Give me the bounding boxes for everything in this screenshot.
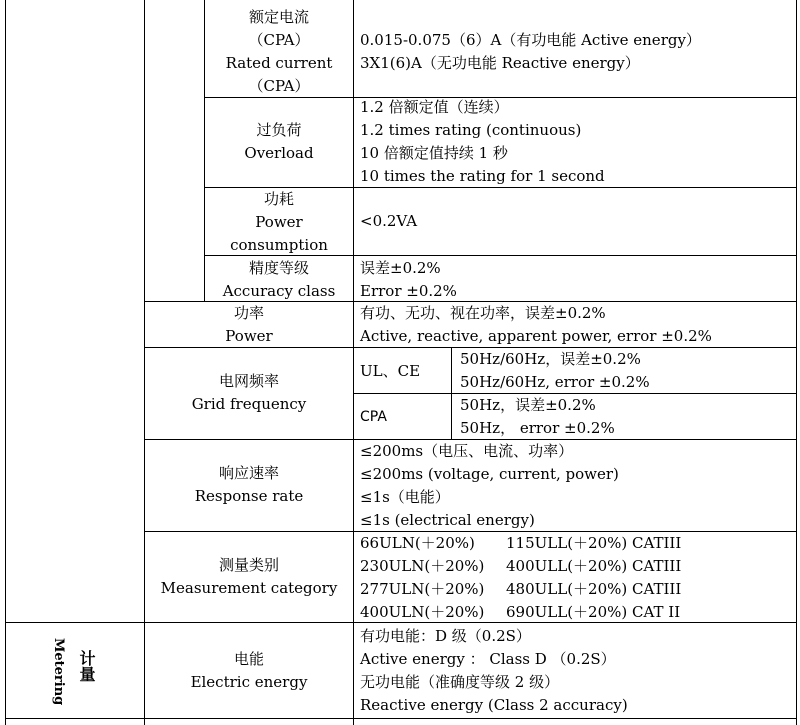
power-label: 功率 Power — [225, 304, 273, 345]
electric-energy-value: 有功电能：D 级（0.2S） Active energy ： Class D （0.2S） 无功电能（准确度等级 2 级） Reactive energy (Class 2 accuracy) — [360, 627, 628, 714]
measurement-category-col-uln: 66ULN(＋20%) 230ULN(＋20%) 277ULN(＋20%) 400ULN(＋20%) — [360, 534, 485, 621]
grid-frequency-value-ul: 50Hz/60Hz，误差±0.2% 50Hz/60Hz, error ±0.2% — [460, 350, 650, 391]
accuracy-class-label: 精度等级 Accuracy class — [222, 259, 336, 300]
table-border-left — [5, 0, 6, 725]
col-divider-1 — [144, 0, 145, 725]
measurement-category-col-ull: 115ULL(＋20%) CATIII 400ULL(＋20%) CATIII 480ULL(＋20%) CATIII 690ULL(＋20%) CAT II — [506, 534, 682, 621]
electric-energy-label: 电能 Electric energy — [190, 650, 308, 691]
response-rate-value: ≤200ms（电压、电流、功率） ≤200ms (voltage, current, power) ≤1s（电能） ≤1s (electrical energy) — [360, 442, 619, 529]
rated-current-label: 额定电流 （CPA） Rated current （CPA） — [225, 8, 333, 95]
overload-value: 1.2 倍额定值（连续） 1.2 times rating (continuous) 10 倍额定值持续 1 秒 10 times the rating for 1 second — [360, 98, 605, 185]
table-border-right — [796, 0, 797, 725]
measurement-category-label: 测量类别 Measurement category — [160, 556, 338, 597]
grid-frequency-cert-cpa: CPA — [360, 409, 387, 425]
metering-section-label-cn: 计量 — [77, 650, 96, 682]
grid-frequency-value-cpa: 50Hz，误差±0.2% 50Hz， error ±0.2% — [460, 396, 615, 437]
overload-label: 过负荷 Overload — [244, 121, 314, 162]
row-line — [5, 718, 797, 719]
response-rate-label: 响应速率 Response rate — [194, 464, 304, 505]
power-value: 有功、无功、视在功率，误差±0.2% Active, reactive, apparent power, error ±0.2% — [360, 304, 712, 345]
grid-frequency-cert-ul: UL、CE — [360, 362, 421, 380]
metering-section-label-en: Metering — [51, 638, 66, 706]
accuracy-class-value: 误差±0.2% Error ±0.2% — [360, 259, 457, 300]
col-divider-3 — [353, 0, 354, 725]
grid-frequency-label: 电网频率 Grid frequency — [191, 372, 307, 413]
power-consumption-value: <0.2VA — [360, 212, 418, 230]
rated-current-value: 0.015-0.075（6）A（有功电能 Active energy） 3X1(6)A（无功电能 Reactive energy） — [360, 31, 701, 72]
power-consumption-label: 功耗 Power consumption — [230, 190, 328, 254]
